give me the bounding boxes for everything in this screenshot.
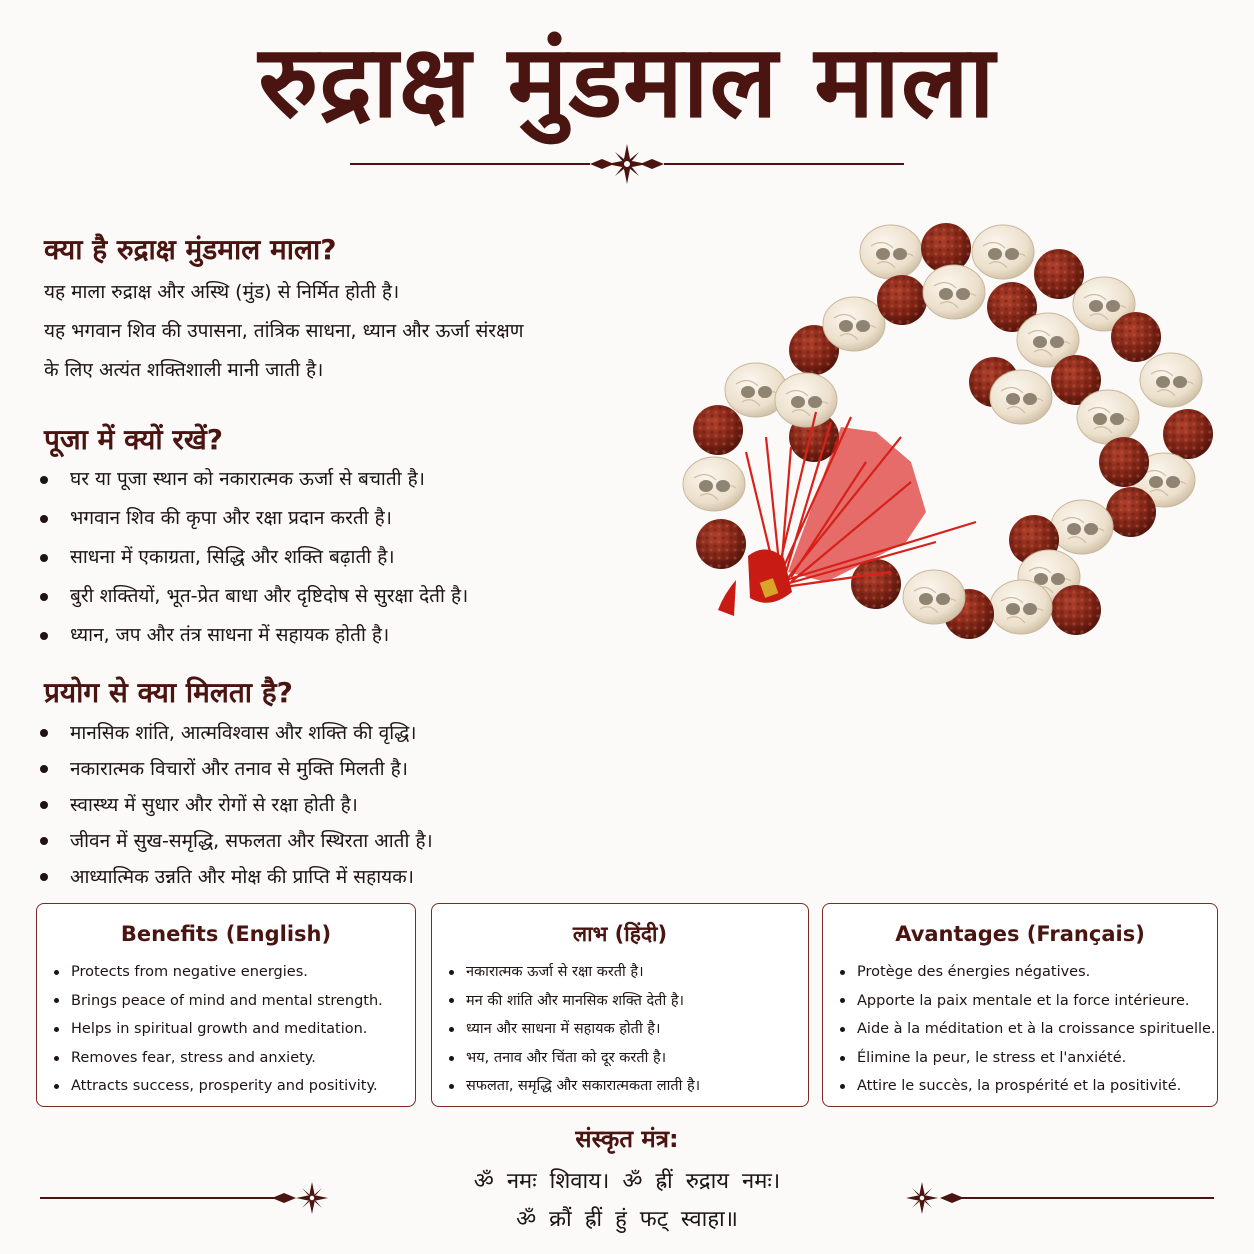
benefits-hindi-card (431, 903, 809, 1107)
why-keep-list (36, 460, 468, 655)
list-item: मानसिक शांति, आत्मविश्वास और शक्ति की वृद्धि। (36, 715, 433, 751)
what-is-line: के लिए अत्यंत शक्तिशाली मानी जाती है। (44, 359, 324, 381)
card-title: Benefits (English) (120, 922, 332, 946)
benefits-french-card (822, 903, 1218, 1107)
list-item: नकारात्मक विचारों और तनाव से मुक्ति मिलती है। (36, 751, 433, 787)
list-item: बुरी शक्तियों, भूत-प्रेत बाधा और दृष्टिदोष से सुरक्षा देती है। (36, 577, 468, 616)
list-item: Apporte la paix mentale et la force intérieure. (837, 987, 1203, 1016)
list-item: नकारात्मक ऊर्जा से रक्षा करती है। (446, 958, 794, 987)
what-is-line: यह भगवान शिव की उपासना, तांत्रिक साधना, ध्यान और ऊर्जा संरक्षण (44, 320, 524, 342)
list-item: Aide à la méditation et à la croissance spirituelle. (837, 1015, 1203, 1044)
use-gains-list (36, 715, 433, 895)
rudraksha-mala-image (676, 212, 1232, 668)
list-item: सफलता, समृद्धि और सकारात्मकता लाती है। (446, 1072, 794, 1101)
what-is-paragraph (44, 273, 664, 390)
what-is-line: यह माला रुद्राक्ष और अस्थि (मुंड) से निर्मित होती है। (44, 281, 400, 303)
benefits-english-card (36, 903, 416, 1107)
card-title: लाभ (हिंदी) (572, 922, 668, 946)
list-item: साधना में एकाग्रता, सिद्धि और शक्ति बढ़ाती है। (36, 538, 468, 577)
list-item: Protège des énergies négatives. (837, 958, 1203, 987)
list-item: Helps in spiritual growth and meditation. (51, 1015, 401, 1044)
list-item: भय, तनाव और चिंता को दूर करती है। (446, 1044, 794, 1073)
card-title: Avantages (Français) (895, 922, 1145, 946)
card-list (837, 958, 1216, 1101)
list-item: Attracts success, prosperity and positivity. (51, 1072, 401, 1101)
title-ornament-divider-icon (350, 140, 904, 188)
list-item: Élimine la peur, le stress et l'anxiété. (837, 1044, 1203, 1073)
list-item: ध्यान और साधना में सहायक होती है। (446, 1015, 794, 1044)
list-item: भगवान शिव की कृपा और रक्षा प्रदान करती है। (36, 499, 468, 538)
list-item: आध्यात्मिक उन्नति और मोक्ष की प्राप्ति में सहायक। (36, 859, 433, 895)
left-ornament-divider-icon (40, 1178, 330, 1218)
list-item: Brings peace of mind and mental strength. (51, 987, 401, 1016)
right-ornament-divider-icon (902, 1178, 1214, 1218)
card-list (51, 958, 401, 1101)
list-item: स्वास्थ्य में सुधार और रोगों से रक्षा होती है। (36, 787, 433, 823)
use-gains-heading: प्रयोग से क्या मिलता है? (44, 676, 293, 709)
mantra-heading: संस्कृत मंत्र: (575, 1125, 679, 1153)
mantra-line-2: ॐ क्रौं ह्रीं हुं फट् स्वाहा॥ (516, 1207, 738, 1232)
what-is-heading: क्या है रुद्राक्ष मुंडमाल माला? (44, 233, 337, 266)
list-item: ध्यान, जप और तंत्र साधना में सहायक होती है। (36, 616, 468, 655)
mantra-line-1: ॐ नमः शिवाय। ॐ ह्रीं रुद्राय नमः। (473, 1169, 781, 1194)
list-item: मन की शांति और मानसिक शक्ति देती है। (446, 987, 794, 1016)
list-item: घर या पूजा स्थान को नकारात्मक ऊर्जा से बचाती है। (36, 460, 468, 499)
page-title: रुद्राक्ष मुंडमाल माला (258, 23, 996, 140)
list-item: Protects from negative energies. (51, 958, 401, 987)
why-keep-heading: पूजा में क्यों रखें? (44, 423, 223, 456)
list-item: Removes fear, stress and anxiety. (51, 1044, 401, 1073)
list-item: Attire le succès, la prospérité et la positivité. (837, 1072, 1203, 1101)
list-item: जीवन में सुख-समृद्धि, सफलता और स्थिरता आती है। (36, 823, 433, 859)
card-list (446, 958, 794, 1101)
